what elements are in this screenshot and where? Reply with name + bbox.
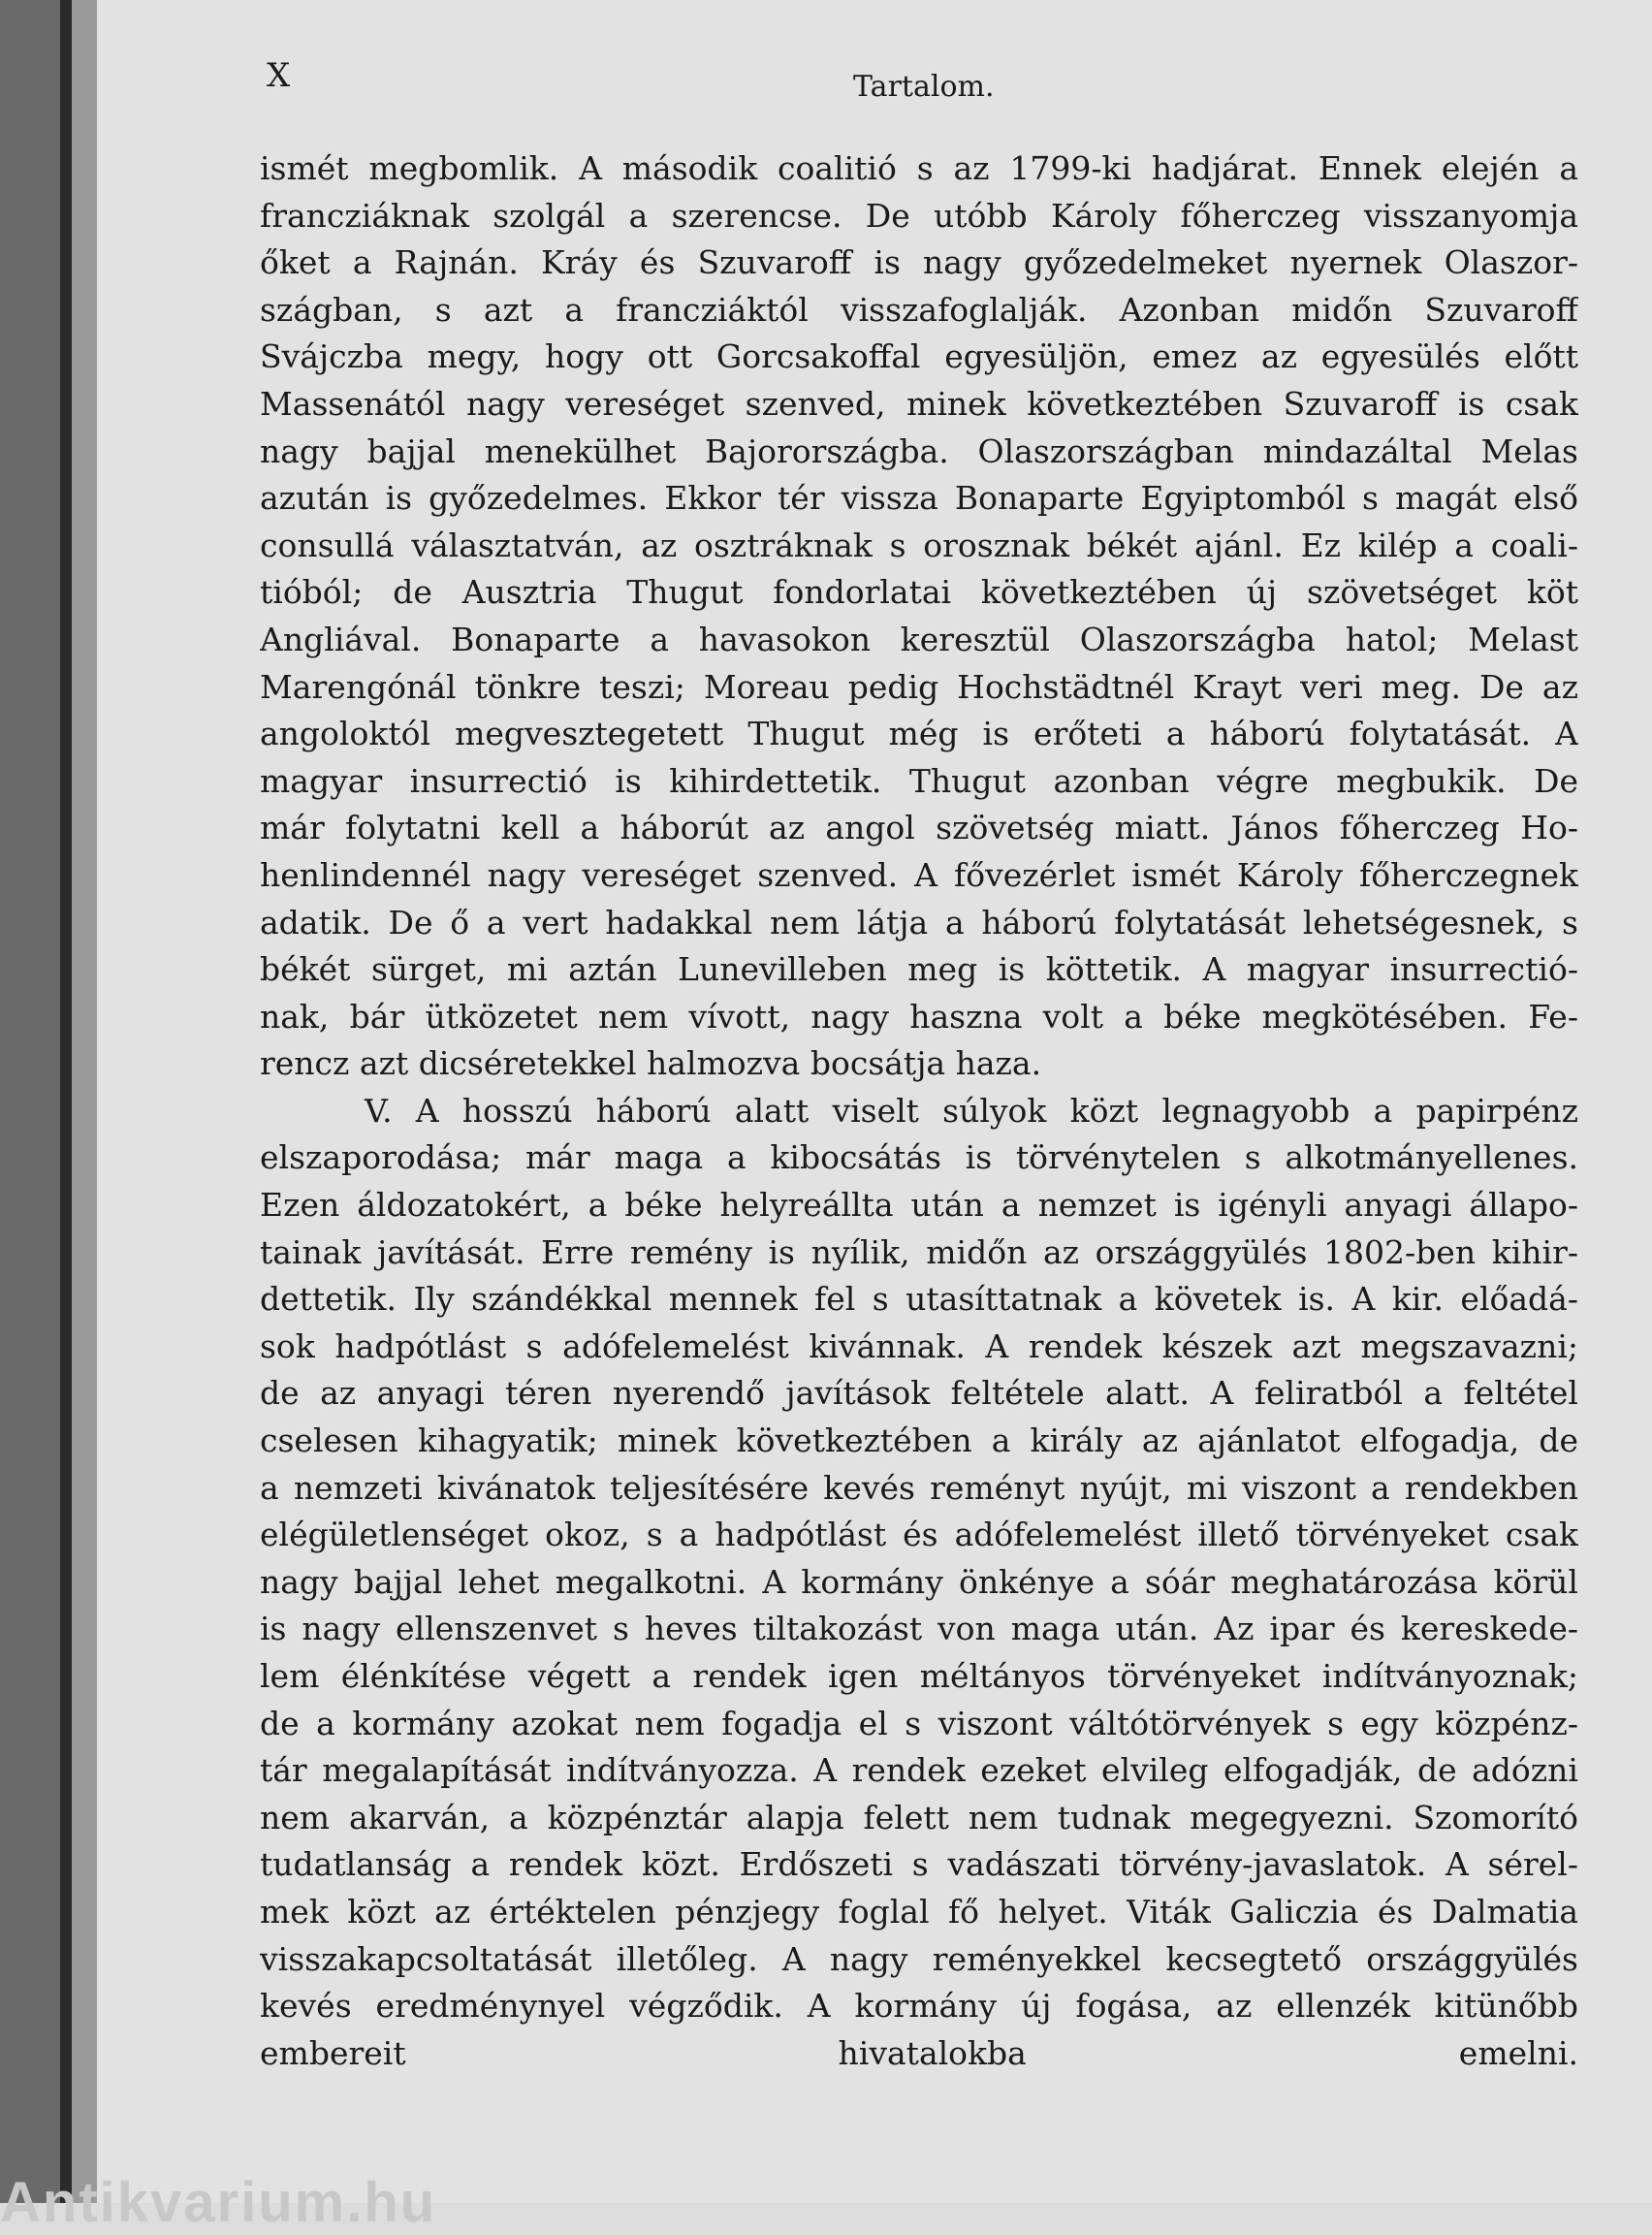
text-line: elégületlenséget okoz, s a hadpótlást és adófelemelést illető törvényeket csak	[260, 1516, 1578, 1554]
text-line: kevés eredménynyel végződik. A kormány új fogása, az ellenzék kitünőbb	[260, 1987, 1578, 2026]
watermark: Antikvarium.hu	[0, 2171, 437, 2234]
text-line: de a kormány azokat nem fogadja el s viszont váltótörvények s egy közpénz-	[260, 1704, 1578, 1742]
text-line: tudatlanság a rendek közt. Erdőszeti s vadászati törvény-javaslatok. A sérel-	[260, 1845, 1578, 1884]
text-line: mek közt az értéktelen pénzjegy foglal fő helyet. Viták Galiczia és Dalmatia	[260, 1892, 1578, 1931]
text-line: visszakapcsoltatását illetőleg. A nagy reményekkel kecsegtető országgyülés	[260, 1939, 1578, 1978]
text-line: tár megalapítását indítványozza. A rendek ezeket elvileg elfogadják, de adózni	[260, 1751, 1578, 1790]
text-line: elszaporodása; már maga a kibocsátás is törvénytelen s alkotmányellenes.	[260, 1138, 1578, 1177]
running-header-title: Tartalom.	[853, 70, 995, 104]
text-line: henlindennél nagy vereséget szenved. A fővezérlet ismét Károly főherczegnek	[260, 855, 1578, 894]
text-line: lem élénkítése végett a rendek igen méltányos törvényeket indítványoznak;	[260, 1657, 1578, 1695]
book-binding-edge	[0, 0, 60, 2203]
text-line: ismét megbomlik. A második coalitió s az 1799-ki hadjárat. Ennek elején a	[260, 149, 1578, 187]
text-line: Marengónál tönkre teszi; Moreau pedig Hochstädtnél Krayt veri meg. De az	[260, 667, 1578, 706]
text-line: sok hadpótlást s adófelemelést kivánnak. A rendek készek azt megszavazni;	[260, 1326, 1578, 1365]
text-line: tainak javítását. Erre remény is nyílik, midőn az országgyülés 1802-ben kihir-	[260, 1232, 1578, 1271]
text-line: de az anyagi téren nyerendő javítások feltétele alatt. A feliratból a feltétel	[260, 1374, 1578, 1413]
text-line: Ezen áldozatokért, a béke helyreállta után a nemzet is igényli anyagi állapo-	[260, 1186, 1578, 1225]
text-line: is nagy ellenszenvet s heves tiltakozást von maga után. Az ipar és kereskede-	[260, 1610, 1578, 1648]
text-line: magyar insurrectió is kihirdettetik. Thugut azonban végre megbukik. De	[260, 761, 1578, 800]
text-line: a nemzeti kivánatok teljesítésére kevés reményt nyújt, mi viszont a rendekben	[260, 1468, 1578, 1507]
text-line: rencz azt dicséretekkel halmozva bocsátja haza.	[260, 1044, 1042, 1083]
text-line: tióból; de Ausztria Thugut fondorlatai következtében új szövetséget köt	[260, 573, 1578, 612]
text-line: azután is győzedelmes. Ekkor tér vissza Bonaparte Egyiptomból s magát első	[260, 479, 1578, 518]
text-line: consullá választatván, az osztráknak s orosznak békét ajánl. Ez kilép a coali-	[260, 526, 1578, 564]
text-line: nem akarván, a közpénztár alapja felett nem tudnak megegyezni. Szomorító	[260, 1798, 1578, 1836]
text-line: dettetik. Ily szándékkal mennek fel s utasíttatnak a követek is. A kir. előadá-	[260, 1280, 1578, 1319]
text-line: cselesen kihagyatik; minek következtében a király az ajánlatot elfogadja, de	[260, 1421, 1578, 1460]
text-line: őket a Rajnán. Kráy és Szuvaroff is nagy győzedelmeket nyernek Olaszor-	[260, 243, 1578, 282]
book-binding-gutter	[72, 0, 97, 2203]
book-binding-shadow	[60, 0, 72, 2203]
text-line: nak, bár ütközetet nem vívott, nagy haszna volt a béke megkötésében. Fe-	[260, 997, 1578, 1036]
text-line: embereit hivatalokba emelni.	[260, 2033, 1578, 2072]
text-line: nagy bajjal lehet megalkotni. A kormány önkénye a sóár meghatározása körül	[260, 1562, 1578, 1601]
text-line: adatik. De ő a vert hadakkal nem látja a háború folytatását lehetségesnek, s	[260, 903, 1578, 942]
text-line: békét sürget, mi aztán Lunevilleben meg is köttetik. A magyar insurrectió-	[260, 950, 1578, 989]
text-line: szágban, s azt a francziáktól visszafoglalják. Azonban midőn Szuvaroff	[260, 290, 1578, 329]
text-line: Massenától nagy vereséget szenved, minek következtében Szuvaroff is csak	[260, 384, 1578, 423]
text-line: francziáknak szolgál a szerencse. De utóbb Károly főherczeg visszanyomja	[260, 196, 1578, 235]
text-line: nagy bajjal menekülhet Bajorországba. Olaszországban mindazáltal Melas	[260, 431, 1578, 470]
text-line: Svájczba megy, hogy ott Gorcsakoffal egyesüljön, emez az egyesülés előtt	[260, 337, 1578, 376]
text-line: Angliával. Bonaparte a havasokon keresztül Olaszországba hatol; Melast	[260, 620, 1578, 658]
page-body-text	[260, 145, 1578, 2077]
text-line: V. A hosszú háború alatt viselt súlyok közt legnagyobb a papirpénz	[365, 1091, 1578, 1130]
page-number: X	[267, 56, 291, 95]
text-line: angoloktól megvesztegetett Thugut még is erőteti a háború folytatását. A	[260, 715, 1578, 753]
text-line: már folytatni kell a háborút az angol szövetség miatt. János főherczeg Ho-	[260, 809, 1578, 847]
